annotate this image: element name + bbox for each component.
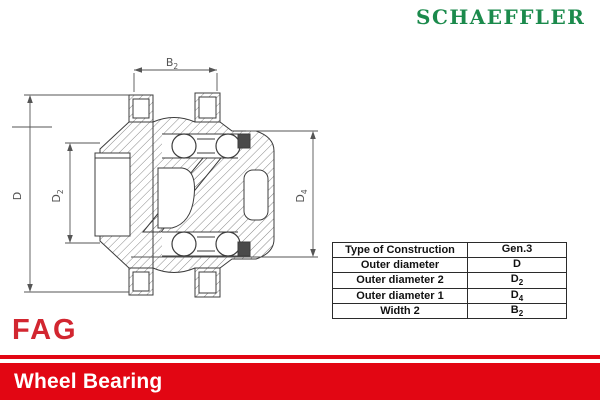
- spec-value: Gen.3: [468, 243, 567, 258]
- seal-bottom: [238, 242, 250, 256]
- spec-value: $B_2$: [468, 303, 567, 318]
- table-row: [333, 273, 567, 288]
- page-title: Wheel Bearing: [14, 370, 163, 393]
- table-row: [333, 303, 567, 318]
- spec-label: Width 2: [333, 303, 468, 318]
- part-cross-section: [95, 93, 274, 297]
- spec-value: $D_2$: [468, 273, 567, 288]
- dim-label-d: D: [11, 191, 24, 201]
- spec-value: $D_4$: [468, 288, 567, 303]
- schaeffler-logo: SCHAEFFLER: [416, 5, 586, 29]
- dim-label-d4: $D_4$: [294, 189, 309, 203]
- table-row: [333, 258, 567, 273]
- footer-bar: [0, 363, 600, 400]
- spec-label: Outer diameter 1: [333, 288, 468, 303]
- seal-top: [238, 134, 250, 148]
- spec-label: Outer diameter 2: [333, 273, 468, 288]
- spec-table: [332, 242, 567, 319]
- dim-label-d2: $D_2$: [50, 189, 65, 203]
- spec-label: Type of Construction: [333, 243, 468, 258]
- fag-logo: FAG: [12, 314, 78, 346]
- table-row: [333, 288, 567, 303]
- spec-value: D: [468, 258, 567, 273]
- table-row: [333, 243, 567, 258]
- footer-divider-line: [0, 355, 600, 359]
- dim-label-b2: $B_2$: [165, 56, 179, 71]
- pilot-flange: [95, 153, 130, 236]
- spec-label: Outer diameter: [333, 258, 468, 273]
